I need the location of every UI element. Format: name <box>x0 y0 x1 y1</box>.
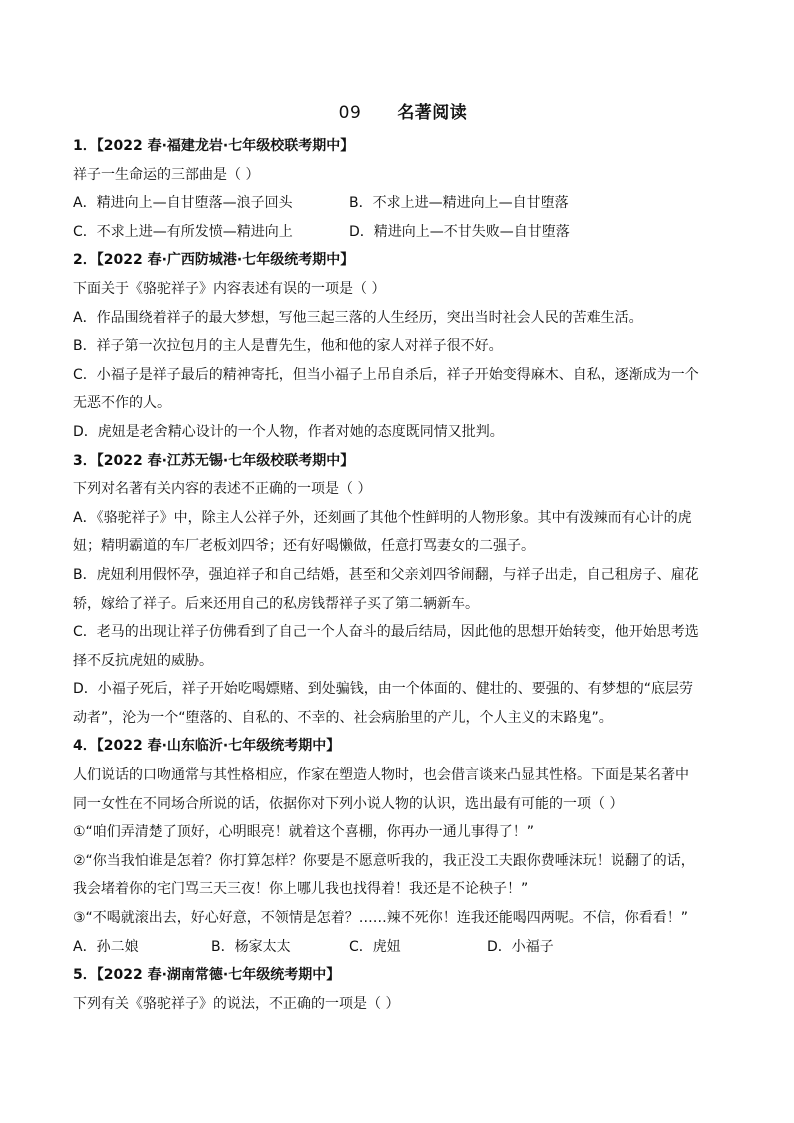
quote-text: ②“你当我怕谁是怎着？你打算怎样？你要是不愿意听我的，我正没工夫跟你费唾沫玩！说翻了的话， <box>73 852 695 869</box>
option-text: B．虎妞利用假怀孕，强迫祥子和自己结婚，甚至和父亲刘四爷闹翻，与祥子出走，自己租房子、雇花 <box>73 566 699 583</box>
question-header: 2．【2022 春·广西防城港·七年级统考期中】 <box>73 252 355 269</box>
option-text: 动者”，沦为一个“堕落的、自私的、不幸的、社会病胎里的产儿，个人主义的末路鬼”。 <box>73 709 613 726</box>
option-row <box>73 189 733 218</box>
option-text: C．小福子是祥子最后的精神寄托，但当小福子上吊自杀后，祥子开始变得麻木、自私，逐渐成为一个 <box>73 366 699 383</box>
option-text: A．《骆驼祥子》中，除主人公祥子外，还刻画了其他个性鲜明的人物形象。其中有泼辣而有心计的虎 <box>73 509 692 526</box>
option-c: C．虎妞 <box>349 938 401 955</box>
option-text: B．祥子第一次拉包月的主人是曹先生，他和他的家人对祥子很不好。 <box>73 338 503 355</box>
question-stem: 下列对名著有关内容的表述不正确的一项是（ ） <box>73 481 372 498</box>
question-stem: 祥子一生命运的三部曲是（ ） <box>73 166 260 183</box>
option-text: 妞；精明霸道的车厂老板刘四爷；还有好喝懒做，任意打骂妻女的二强子。 <box>73 538 535 555</box>
chapter-number: 09 <box>338 103 362 123</box>
question-header: 4．【2022 春·山东临沂·七年级统考期中】 <box>73 738 341 755</box>
option-b: B．杨家太太 <box>211 938 291 955</box>
question-list <box>73 132 733 1018</box>
option-a: A．孙二娘 <box>73 938 139 955</box>
question-header: 3．【2022 春·江苏无锡·七年级校联考期中】 <box>73 452 355 469</box>
option-text: 择不反抗虎妞的威胁。 <box>73 652 213 669</box>
quote-text: ①“咱们弄清楚了顶好，心明眼亮！就着这个喜棚，你再办一通儿事得了！” <box>73 824 535 841</box>
option-text: A．作品围绕着祥子的最大梦想，写他三起三落的人生经历，突出当时社会人民的苦难生活。 <box>73 309 643 326</box>
question-header: 1．【2022 春·福建龙岩·七年级校联考期中】 <box>73 138 355 154</box>
option-text: D．小福子死后，祥子开始吃喝嫖赌、到处骗钱，由一个体面的、健壮的、要强的、有梦想的“底层劳 <box>73 681 694 698</box>
option-c: C．不求上进—有所发愤—精进向上 <box>73 223 293 240</box>
option-d: D．小福子 <box>487 938 554 955</box>
option-row <box>73 218 733 247</box>
option-text: 轿，嫁给了祥子。后来还用自己的私房钱帮祥子买了第二辆新车。 <box>73 595 479 612</box>
question-header: 5．【2022 春·湖南常德·七年级统考期中】 <box>73 967 341 984</box>
option-a: A．精进向上—自甘堕落—浪子回头 <box>73 195 293 212</box>
quote-text: 我会堵着你的宅门骂三天三夜！你上哪儿我也找得着！我还是不论秧子！” <box>73 881 529 898</box>
quote-text: ③“不喝就滚出去，好心好意，不领情是怎着？……辣不死你！连我还能喝四两呢。不信，你看看！” <box>73 910 689 927</box>
option-text: 无恶不作的人。 <box>73 395 171 412</box>
option-text: D．虎妞是老舍精心设计的一个人物，作者对她的态度既同情又批判。 <box>73 423 504 440</box>
question-stem: 下列有关《骆驼祥子》的说法，不正确的一项是（ ） <box>73 995 400 1012</box>
option-row <box>73 933 733 962</box>
question-text: 同一女性在不同场合所说的话，依据你对下列小说人物的认识，选出最有可能的一项（ ） <box>73 795 624 812</box>
chapter-title: 名著阅读 <box>397 103 468 123</box>
option-d: D．精进向上—不甘失败—自甘堕落 <box>349 223 570 240</box>
question-stem: 下面关于《骆驼祥子》内容表述有误的一项是（ ） <box>73 280 386 297</box>
page-title <box>73 98 733 123</box>
option-text: C．老马的出现让祥子仿佛看到了自己一个人奋斗的最后结局，因此他的思想开始转变，他开始思考选 <box>73 624 699 641</box>
question-text: 人们说话的口吻通常与其性格相应，作家在塑造人物时，也会借言谈来凸显其性格。下面是某名著中 <box>73 767 689 784</box>
option-b: B．不求上进—精进向上—自甘堕落 <box>349 195 569 212</box>
